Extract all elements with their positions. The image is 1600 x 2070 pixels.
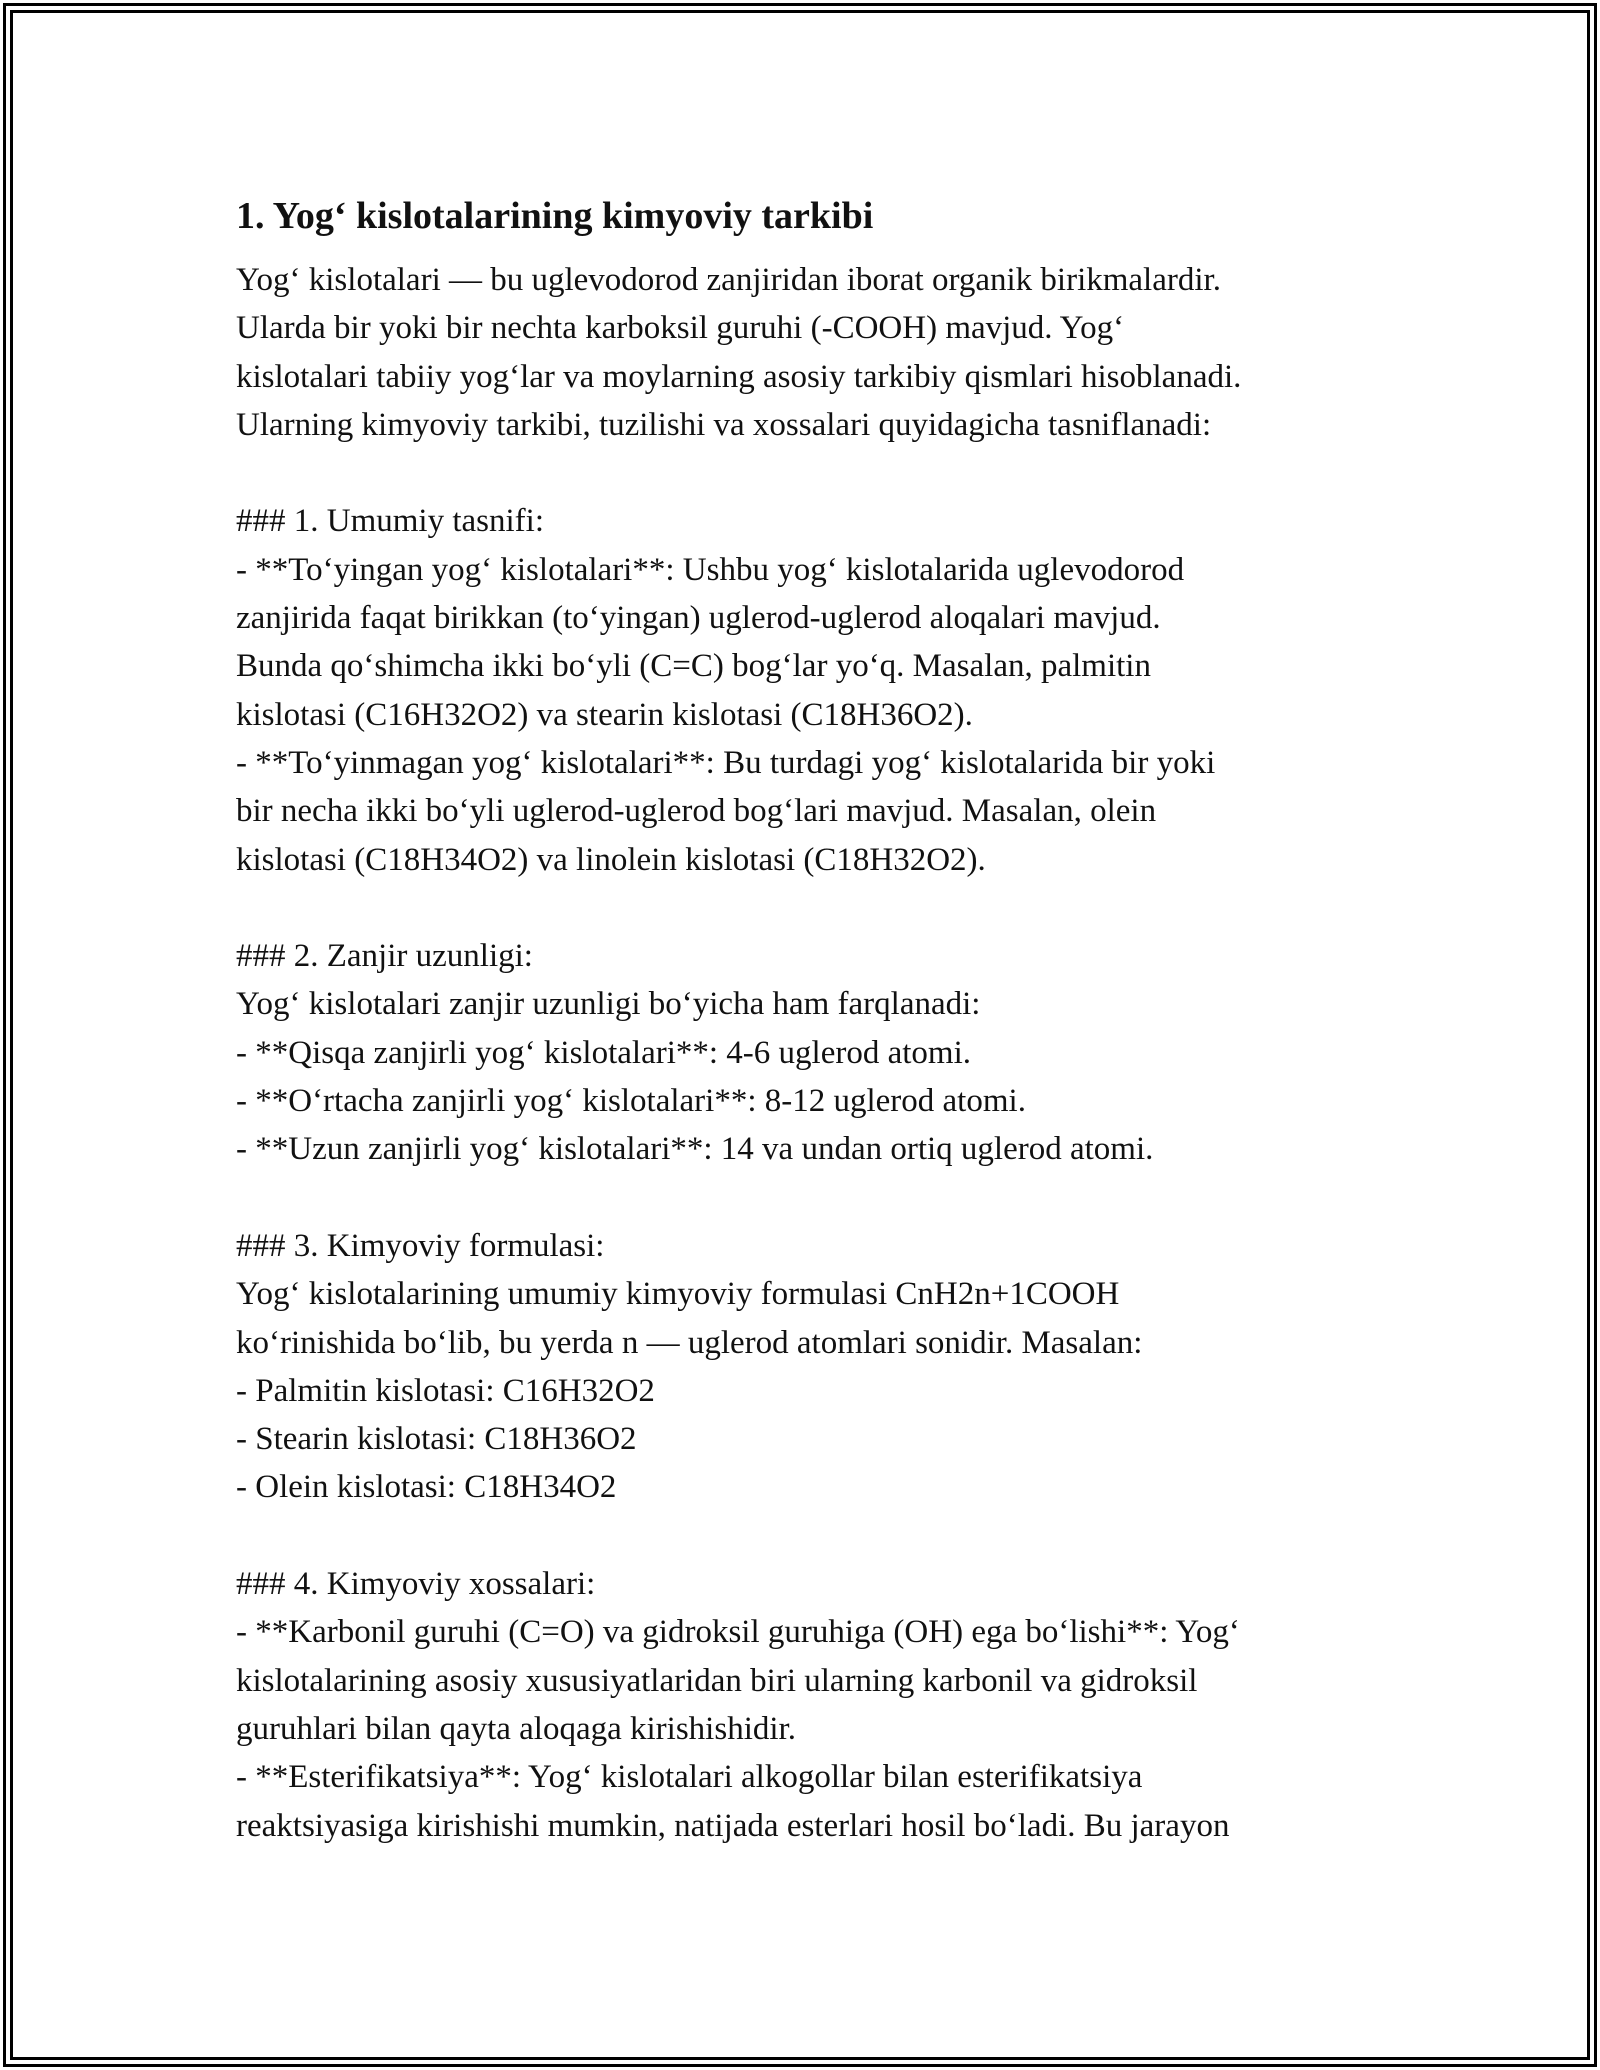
text-line: Yog‘ kislotalari zanjir uzunligi bo‘yicha ham farqlanadi:: [236, 986, 981, 1023]
paragraph-spacer: [236, 884, 1386, 932]
text-line: Ularning kimyoviy tarkibi, tuzilishi va xossalari quyidagicha tasniflanadi:: [236, 406, 1212, 443]
text-line: Bunda qo‘shimcha ikki bo‘yli (C=C) bog‘lar yo‘q. Masalan, palmitin: [236, 648, 1151, 685]
text-line: ko‘rinishida bo‘lib, bu yerda n — uglerod atomlari sonidir. Masalan:: [236, 1324, 1143, 1361]
text-line: - **To‘yingan yog‘ kislotalari**: Ushbu yog‘ kislotalarida uglevodorod: [236, 551, 1185, 588]
paragraph: [236, 1222, 1386, 1512]
text-line: kislotalari tabiiy yog‘lar va moylarning asosiy tarkibiy qismlari hisoblanadi.: [236, 358, 1242, 395]
paragraph-spacer: [236, 1512, 1386, 1560]
document-title: 1. Yog‘ kislotalarining kimyoviy tarkibi: [236, 195, 874, 237]
text-line: Yog‘ kislotalari — bu uglevodorod zanjiridan iborat organik birikmalardir.: [236, 262, 1221, 298]
paragraph-spacer: [236, 449, 1386, 497]
text-line: ### 1. Umumiy tasnifi:: [236, 503, 544, 540]
text-line: guruhlari bilan qayta aloqaga kirishishidir.: [236, 1710, 796, 1747]
text-line: kislotasi (C16H32O2) va stearin kislotasi (C18H36O2).: [236, 696, 973, 733]
text-line: - Stearin kislotasi: C18H36O2: [236, 1421, 637, 1458]
text-line: - Olein kislotasi: C18H34O2: [236, 1469, 617, 1506]
text-line: reaktsiyasiga kirishishi mumkin, natijada esterlari hosil bo‘ladi. Bu jarayon: [236, 1807, 1230, 1844]
text-line: zanjirida faqat birikkan (to‘yingan) uglerod-uglerod aloqalari mavjud.: [236, 600, 1161, 637]
text-line: - Palmitin kislotasi: C16H32O2: [236, 1372, 655, 1409]
text-line: - **Esterifikatsiya**: Yog‘ kislotalari alkogollar bilan esterifikatsiya: [236, 1759, 1143, 1796]
paragraph: [236, 497, 1386, 883]
document-body: [236, 188, 1386, 1850]
text-line: Yog‘ kislotalarining umumiy kimyoviy formulasi CnH2n+1COOH: [236, 1276, 1120, 1313]
text-line: bir necha ikki bo‘yli uglerod-uglerod bog‘lari mavjud. Masalan, olein: [236, 793, 1157, 830]
text-line: kislotasi (C18H34O2) va linolein kislotasi (C18H32O2).: [236, 841, 986, 878]
text-line: ### 2. Zanjir uzunligi:: [236, 938, 533, 975]
text-line: Ularda bir yoki bir nechta karboksil guruhi (-COOH) mavjud. Yog‘: [236, 310, 1125, 347]
document-paragraphs: [236, 256, 1386, 1850]
paragraph: [236, 1560, 1386, 1850]
paragraph: [236, 256, 1386, 449]
text-line: - **Karbonil guruhi (C=O) va gidroksil guruhiga (OH) ega bo‘lishi**: Yog‘: [236, 1614, 1240, 1651]
text-line: ### 3. Kimyoviy formulasi:: [236, 1227, 605, 1264]
text-line: ### 4. Kimyoviy xossalari:: [236, 1566, 596, 1603]
text-line: - **To‘yinmagan yog‘ kislotalari**: Bu turdagi yog‘ kislotalarida bir yoki: [236, 744, 1216, 781]
paragraph: [236, 932, 1386, 1173]
text-line: - **Qisqa zanjirli yog‘ kislotalari**: 4-6 uglerod atomi.: [236, 1034, 972, 1071]
text-line: - **Uzun zanjirli yog‘ kislotalari**: 14 va undan ortiq uglerod atomi.: [236, 1131, 1154, 1168]
paragraph-spacer: [236, 1174, 1386, 1222]
text-line: kislotalarining asosiy xususiyatlaridan biri ularning karbonil va gidroksil: [236, 1662, 1198, 1699]
text-line: - **O‘rtacha zanjirli yog‘ kislotalari**: 8-12 uglerod atomi.: [236, 1083, 1026, 1120]
